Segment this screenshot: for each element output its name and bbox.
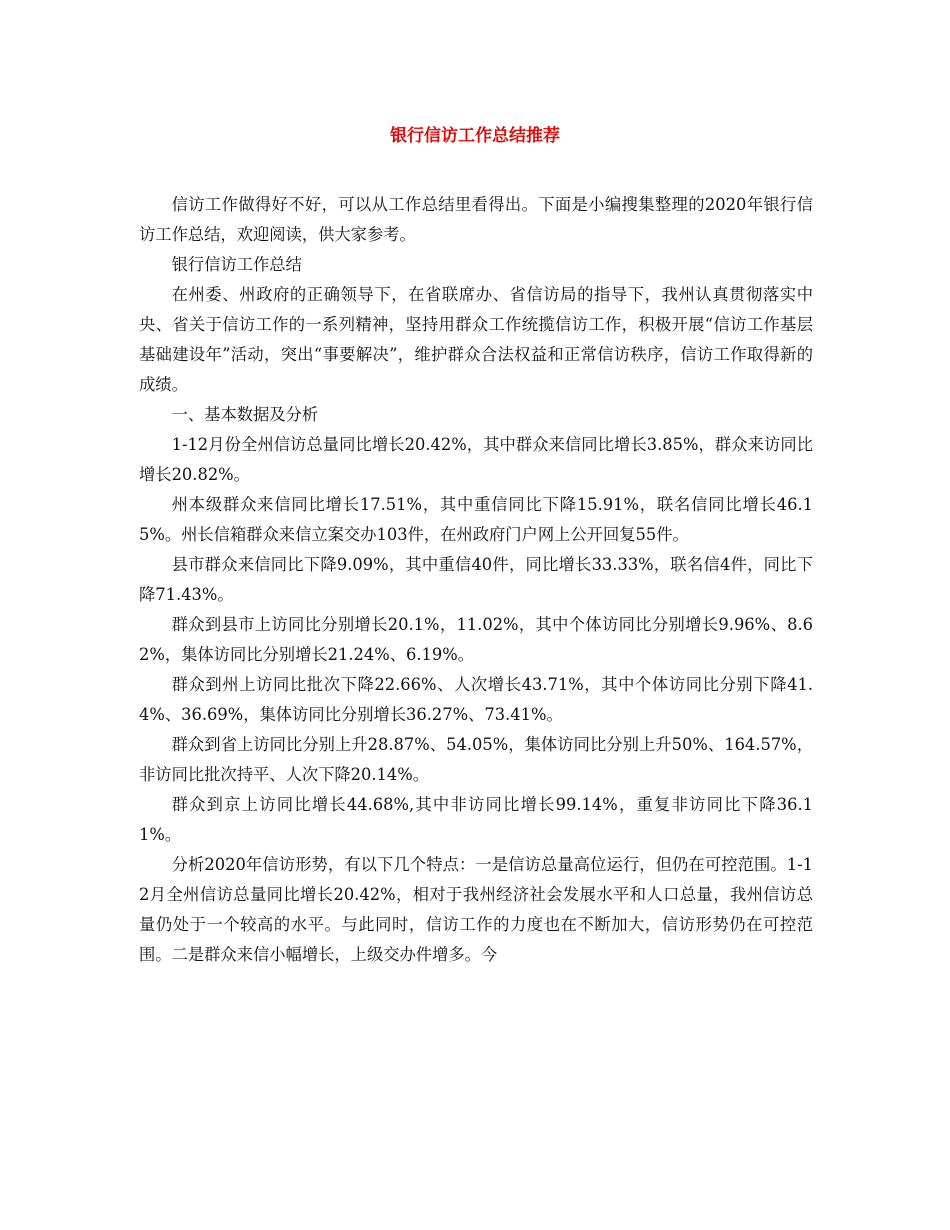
stats-paragraph: 群众到省上访同比分别上升28.87%、54.05%，集体访同比分别上升50%、164.57%，非访同比批次持平、人次下降20.14%。 — [139, 735, 813, 784]
subsection-heading: 一、基本数据及分析 — [171, 405, 319, 424]
stats-paragraph: 群众到京上访同比增长44.68%,其中非访同比增长99.14%，重复非访同比下降36.11%。 — [139, 795, 813, 844]
analysis-paragraph: 分析2020年信访形势，有以下几个特点：一是信访总量高位运行，但仍在可控范围。1-12月全州信访总量同比增长20.42%，相对于我州经济社会发展水平和人口总量，我州信访总量仍处于一个较高的水平。与此同时，信访工作的力度也在不断加大，信访形势仍在可控范围。二是群众来信小幅增长，上级交办件增多。今 — [139, 855, 813, 964]
stats-paragraph: 县市群众来信同比下降9.09%，其中重信40件，同比增长33.33%，联名信4件，同比下降71.43%。 — [139, 555, 813, 604]
overview-paragraph: 在州委、州政府的正确领导下，在省联席办、省信访局的指导下，我州认真贯彻落实中央、省关于信访工作的一系列精神，坚持用群众工作统揽信访工作，积极开展“信访工作基层基础建设年”活动，突出“事要解决”，维护群众合法权益和正常信访秩序，信访工作取得新的成绩。 — [139, 285, 813, 394]
stats-paragraph: 1-12月份全州信访总量同比增长20.42%，其中群众来信同比增长3.85%，群众来访同比增长20.82%。 — [139, 435, 813, 484]
section-heading: 银行信访工作总结 — [171, 255, 302, 274]
stats-paragraph: 群众到州上访同比批次下降22.66%、人次增长43.71%，其中个体访同比分别下降41.4%、36.69%，集体访同比分别增长36.27%、73.41%。 — [139, 675, 813, 724]
document-title: 银行信访工作总结推荐 — [390, 126, 560, 146]
stats-paragraph: 州本级群众来信同比增长17.51%，其中重信同比下降15.91%，联名信同比增长46.15%。州长信箱群众来信立案交办103件，在州政府门户网上公开回复55件。 — [139, 495, 813, 544]
intro-paragraph: 信访工作做得好不好，可以从工作总结里看得出。下面是小编搜集整理的2020年银行信访工作总结，欢迎阅读，供大家参考。 — [139, 195, 813, 244]
document-body — [139, 190, 813, 970]
stats-paragraph: 群众到县市上访同比分别增长20.1%，11.02%，其中个体访同比分别增长9.96%、8.62%，集体访同比分别增长21.24%、6.19%。 — [139, 615, 813, 664]
